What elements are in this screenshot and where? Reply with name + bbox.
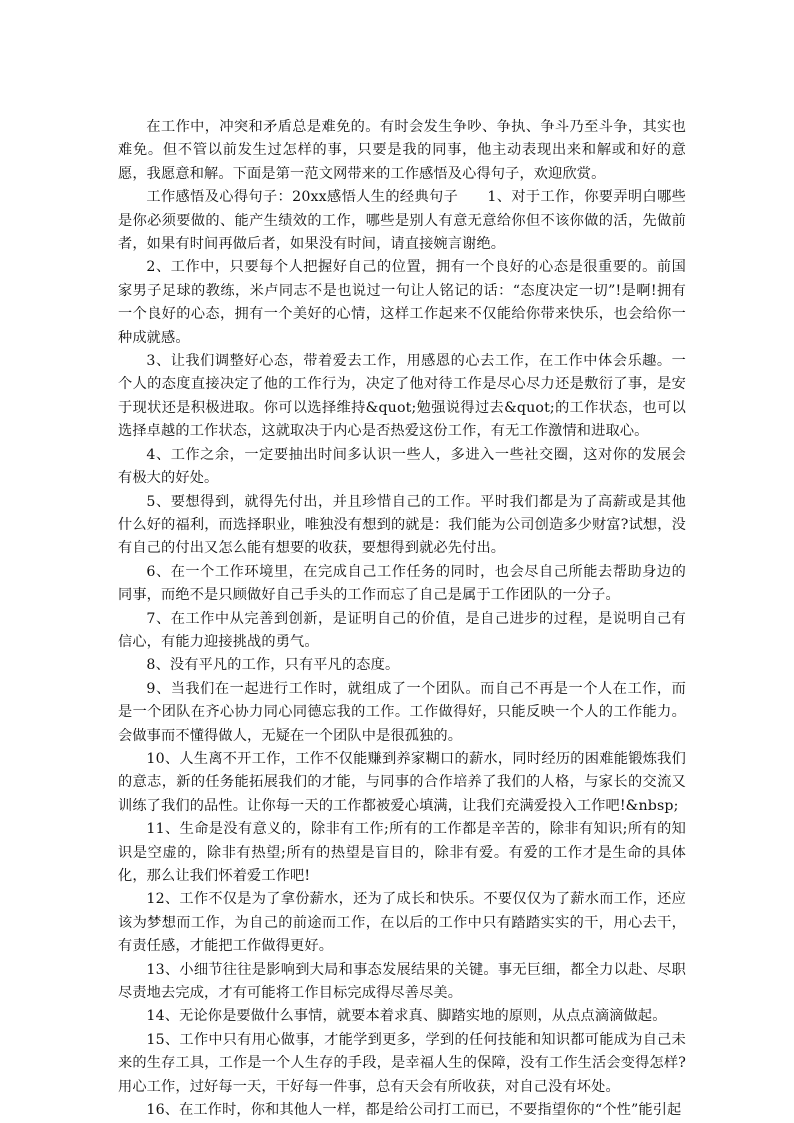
paragraph-11: 11、生命是没有意义的，除非有工作;所有的工作都是辛苦的，除非有知识;所有的知识是空虚的，除非有热望;所有的热望是盲目的，除非有爱。有爱的工作才是生命的具体化，那么让我们怀着爱工作吧! xyxy=(118,821,686,884)
paragraph-16: 16、在工作时，你和其他人一样，都是给公司打工而已，不要指望你的“个性”能引起 xyxy=(146,1102,682,1119)
paragraph-10: 10、人生离不开工作，工作不仅能赚到养家糊口的薪水，同时经历的困难能锻炼我们的意志，新的任务能拓展我们的才能，与同事的合作培养了我们的人格，与家长的交流又训练了我们的品性。让你每一天的工作都被爱心填满，让我们充满爱投入工作吧!&nbsp; xyxy=(118,750,686,814)
paragraph-8: 8、没有平凡的工作，只有平凡的态度。 xyxy=(146,657,400,674)
paragraph-3: 3、让我们调整好心态，带着爱去工作，用感恩的心去工作，在工作中体会乐趣。一个人的态度直接决定了他的工作行为，决定了他对待工作是尽心尽力还是敷衍了事，是安于现状还是积极进取。你可以选择维持&quot;勉强说得过去&quot;的工作状态，也可以选择卓越的工作状态，这就取决于内心是否热爱这份工作，有无工作激情和进取心。 xyxy=(118,353,686,440)
paragraph-9: 9、当我们在一起进行工作时，就组成了一个团队。而自己不再是一个人在工作，而是一个团队在齐心协力同心同德忘我的工作。工作做得好，只能反映一个人的工作能力。会做事而不懂得做人，无疑在一个团队中是很孤独的。 xyxy=(118,680,686,744)
paragraph-14: 14、无论你是要做什么事情，就要本着求真、脚踏实地的原则，从点点滴滴做起。 xyxy=(146,1008,667,1025)
paragraph-2: 2、工作中，只要每个人把握好自己的位置，拥有一个良好的心态是很重要的。前国家男子足球的教练，米卢同志不是也说过一句让人铭记的话：“态度决定一切”!是啊!拥有一个良好的心态，拥有一个美好的心情，这样工作起来不仅能给你带来快乐，也会给你一种成就感。 xyxy=(118,259,686,346)
paragraph-1: 工作感悟及心得句子：20xx感悟人生的经典句子 1、对于工作，你要弄明白哪些是你必须要做的、能产生绩效的工作，哪些是别人有意无意给你但不该你做的活，先做前者，如果有时间再做后者，如果没有时间，请直接婉言谢绝。 xyxy=(118,189,686,253)
document-body xyxy=(118,116,686,1122)
intro-paragraph: 在工作中，冲突和矛盾总是难免的。有时会发生争吵、争执、争斗乃至斗争，其实也难免。但不管以前发生过怎样的事，只要是我的同事，他主动表现出来和解或和好的意愿，我愿意和解。下面是第一范文网带来的工作感悟及心得句子，欢迎欣赏。 xyxy=(118,119,686,182)
paragraph-5: 5、要想得到，就得先付出，并且珍惜自己的工作。平时我们都是为了高薪或是其他什么好的福利，而选择职业，唯独没有想到的就是：我们能为公司创造多少财富?试想，没有自己的付出又怎么能有想要的收获，要想得到就必先付出。 xyxy=(118,493,686,557)
paragraph-15: 15、工作中只有用心做事，才能学到更多，学到的任何技能和知识都可能成为自己未来的生存工具，工作是一个人生存的手段，是幸福人生的保障，没有工作生活会变得怎样?用心工作，过好每一天，干好每一件事，总有天会有所收获，对自己没有坏处。 xyxy=(118,1031,686,1095)
paragraph-6: 6、在一个工作环境里，在完成自己工作任务的同时，也会尽自己所能去帮助身边的同事，而绝不是只顾做好自己手头的工作而忘了自己是属于工作团队的一分子。 xyxy=(118,563,686,604)
paragraph-4: 4、工作之余，一定要抽出时间多认识一些人，多进入一些社交圈，这对你的发展会有极大的好处。 xyxy=(118,446,686,487)
paragraph-7: 7、在工作中从完善到创新，是证明自己的价值，是自己进步的过程，是说明自己有信心，有能力迎接挑战的勇气。 xyxy=(118,610,686,650)
paragraph-12: 12、工作不仅是为了拿份薪水，还为了成长和快乐。不要仅仅为了薪水而工作，还应该为梦想而工作，为自己的前途而工作，在以后的工作中只有踏踏实实的干，用心去干，有责任感，才能把工作做得更好。 xyxy=(118,891,686,955)
paragraph-13: 13、小细节往往是影响到大局和事态发展结果的关键。事无巨细，都全力以赴、尽职尽责地去完成，才有可能将工作目标完成得尽善尽美。 xyxy=(118,961,686,1002)
